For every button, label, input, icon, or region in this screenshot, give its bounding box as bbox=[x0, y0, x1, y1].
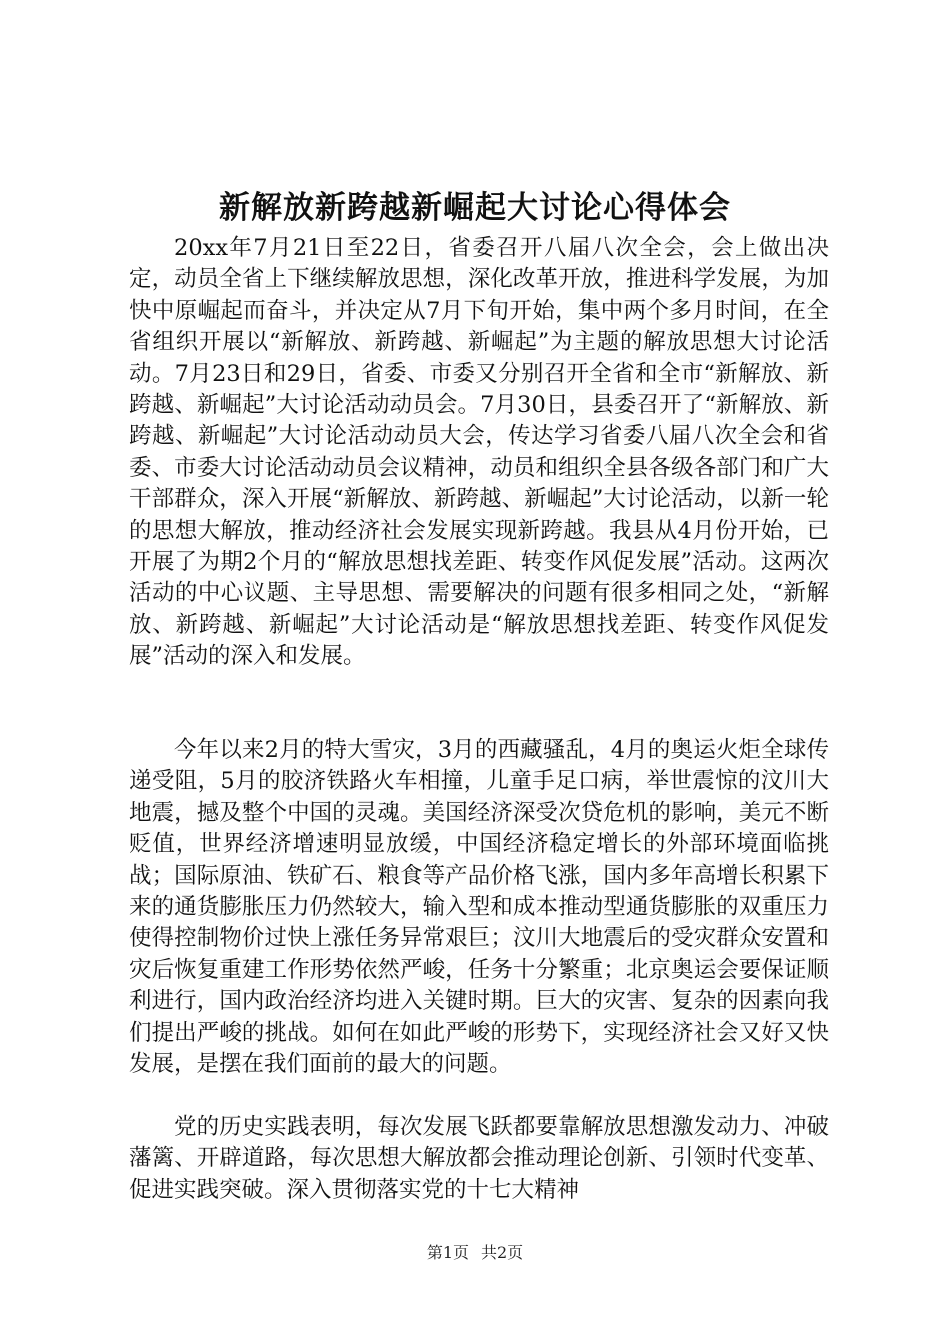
paragraph-3: 党的历史实践表明，每次发展飞跃都要靠解放思想激发动力、冲破藩篱、开辟道路，每次思想大解放都会推动理论创新、引领时代变革、促进实践突破。深入贯彻落实党的十七大精神 bbox=[129, 1114, 829, 1203]
document-title: 新解放新跨越新崛起大讨论心得体会 bbox=[219, 190, 731, 226]
page-number-total: 共2页 bbox=[481, 1243, 524, 1262]
paragraph-2: 今年以来2月的特大雪灾，3月的西藏骚乱，4月的奥运火炬全球传递受阻，5月的胶济铁路火车相撞，儿童手足口病，举世震惊的汶川大地震，撼及整个中国的灵魂。美国经济深受次贷危机的影响，美元不断贬值，世界经济增速明显放缓，中国经济稳定增长的外部环境面临挑战；国际原油、铁矿石、粮食等产品价格飞涨，国内多年高增长积累下来的通货膨胀压力仍然较大，输入型和成本推动型通货膨胀的双重压力使得控制物价过快上涨任务异常艰巨；汶川大地震后的受灾群众安置和灾后恢复重建工作形势依然严峻，任务十分繁重；北京奥运会要保证顺利进行，国内政治经济均进入关键时期。巨大的灾害、复杂的因素向我们提出严峻的挑战。如何在如此严峻的形势下，实现经济社会又好又快发展，是摆在我们面前的最大的问题。 bbox=[129, 737, 829, 1078]
page-footer bbox=[0, 1242, 950, 1264]
document-body bbox=[129, 233, 829, 1207]
page-number-current: 第1页 bbox=[426, 1243, 469, 1262]
paragraph-1: 20xx年7月21日至22日，省委召开八届八次全会，会上做出决定，动员全省上下继续解放思想，深化改革开放，推进科学发展，为加快中原崛起而奋斗，并决定从7月下旬开始，集中两个多月时间，在全省组织开展以“新解放、新跨越、新崛起”为主题的解放思想大讨论活动。7月23日和29日，省委、市委又分别召开全省和全市“新解放、新跨越、新崛起”大讨论活动动员会。7月30日，县委召开了“新解放、新跨越、新崛起”大讨论活动动员大会，传达学习省委八届八次全会和省委、市委大讨论活动动员会议精神，动员和组织全县各级各部门和广大干部群众，深入开展“新解放、新跨越、新崛起”大讨论活动，以新一轮的思想大解放，推动经济社会发展实现新跨越。我县从4月份开始，已开展了为期2个月的“解放思想找差距、转变作风促发展”活动。这两次活动的中心议题、主导思想、需要解决的问题有很多相同之处，“新解放、新跨越、新崛起”大讨论活动是“解放思想找差距、转变作风促发展”活动的深入和发展。 bbox=[129, 235, 829, 670]
